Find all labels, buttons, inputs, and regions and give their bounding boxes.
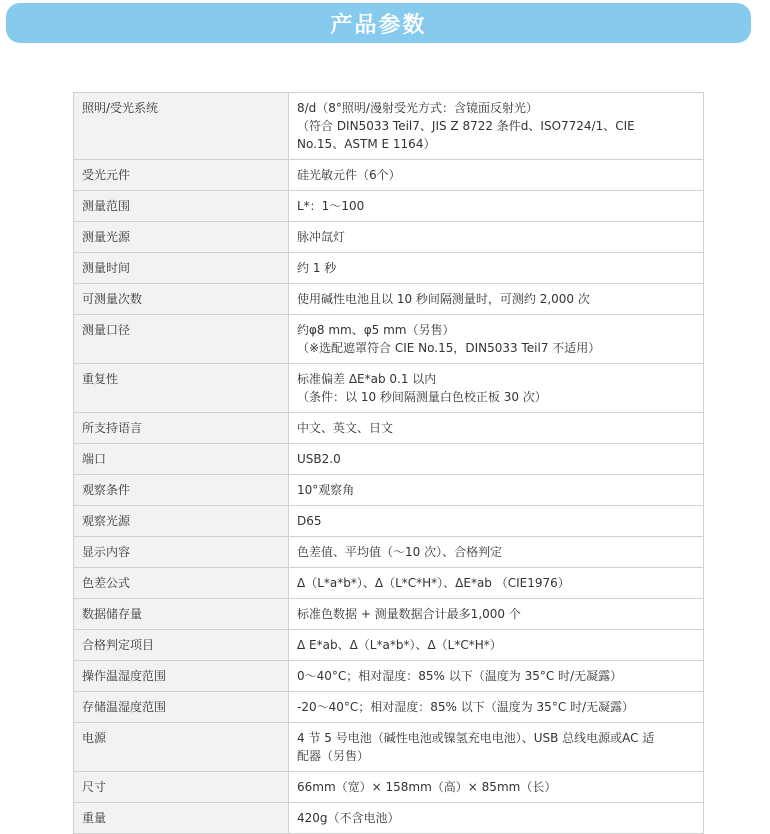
spec-value xyxy=(289,253,704,284)
spec-value-line: （条件：以 10 秒间隔测量白色校正板 30 次） xyxy=(297,390,547,404)
spec-label: 显示内容 xyxy=(74,537,289,568)
spec-value-line: 中文、英文、日文 xyxy=(297,421,394,435)
spec-row xyxy=(74,692,704,723)
spec-value xyxy=(289,772,704,803)
spec-label: 可测量次数 xyxy=(74,284,289,315)
spec-label: 重复性 xyxy=(74,364,289,413)
spec-value xyxy=(289,284,704,315)
spec-label: 重量 xyxy=(74,803,289,834)
spec-row xyxy=(74,803,704,834)
spec-label: 数据储存量 xyxy=(74,599,289,630)
spec-row xyxy=(74,599,704,630)
spec-value-line: 色差值、平均值（～10 次）、合格判定 xyxy=(297,545,503,559)
spec-value-line: USB2.0 xyxy=(297,452,341,466)
spec-label: 所支持语言 xyxy=(74,413,289,444)
spec-value-line: 硅光敏元件（6个） xyxy=(297,168,401,182)
spec-value xyxy=(289,723,704,772)
spec-value-line: Δ E*ab、Δ（L*a*b*）、Δ（L*C*H*） xyxy=(297,638,502,652)
spec-row xyxy=(74,253,704,284)
spec-row xyxy=(74,364,704,413)
spec-label: 观察条件 xyxy=(74,475,289,506)
spec-row xyxy=(74,413,704,444)
spec-value xyxy=(289,475,704,506)
spec-label: 照明/受光系统 xyxy=(74,93,289,160)
spec-value xyxy=(289,661,704,692)
spec-value-line: 脉冲氙灯 xyxy=(297,230,346,244)
spec-value-line: （※选配遮罩符合 CIE No.15，DIN5033 Teil7 不适用） xyxy=(297,341,601,355)
spec-label: 操作温湿度范围 xyxy=(74,661,289,692)
spec-row xyxy=(74,537,704,568)
spec-label: 观察光源 xyxy=(74,506,289,537)
spec-value-line: 标准色数据 + 测量数据合计最多1,000 个 xyxy=(297,607,521,621)
spec-row xyxy=(74,630,704,661)
spec-value-line: 420g（不含电池） xyxy=(297,811,400,825)
spec-value-line: 66mm（宽）× 158mm（高）× 85mm（长） xyxy=(297,780,557,794)
spec-value xyxy=(289,364,704,413)
spec-label: 测量口径 xyxy=(74,315,289,364)
spec-row xyxy=(74,160,704,191)
spec-value xyxy=(289,160,704,191)
spec-value-line: 标准偏差 ΔE*ab 0.1 以内 xyxy=(297,372,437,386)
spec-value xyxy=(289,315,704,364)
spec-row xyxy=(74,93,704,160)
spec-value-line: （符合 DIN5033 Teil7、JIS Z 8722 条件d、ISO7724/1、CIE xyxy=(297,119,635,133)
spec-value xyxy=(289,803,704,834)
spec-label: 合格判定项目 xyxy=(74,630,289,661)
spec-label: 电源 xyxy=(74,723,289,772)
spec-value-line: 8/d（8°照明/漫射受光方式：含镜面反射光） xyxy=(297,101,538,115)
spec-value-line: 配器（另售） xyxy=(297,749,370,763)
spec-label: 受光元件 xyxy=(74,160,289,191)
spec-row xyxy=(74,506,704,537)
spec-row xyxy=(74,191,704,222)
spec-value xyxy=(289,413,704,444)
spec-row xyxy=(74,475,704,506)
spec-label: 色差公式 xyxy=(74,568,289,599)
spec-value xyxy=(289,630,704,661)
spec-label: 端口 xyxy=(74,444,289,475)
spec-value xyxy=(289,568,704,599)
spec-value xyxy=(289,506,704,537)
spec-label: 测量时间 xyxy=(74,253,289,284)
page-title: 产品参数 xyxy=(330,12,427,38)
spec-value-line: 4 节 5 号电池（碱性电池或镍氢充电电池）、USB 总线电源或AC 适 xyxy=(297,731,655,745)
spec-row xyxy=(74,444,704,475)
spec-row xyxy=(74,723,704,772)
spec-value-line: L*：1～100 xyxy=(297,199,365,213)
spec-row xyxy=(74,284,704,315)
spec-label: 尺寸 xyxy=(74,772,289,803)
spec-label: 测量光源 xyxy=(74,222,289,253)
spec-row xyxy=(74,661,704,692)
spec-value xyxy=(289,191,704,222)
spec-label: 存储温湿度范围 xyxy=(74,692,289,723)
spec-value xyxy=(289,692,704,723)
spec-row xyxy=(74,315,704,364)
spec-value-line: 使用碱性电池且以 10 秒间隔测量时，可测约 2,000 次 xyxy=(297,292,590,306)
spec-value xyxy=(289,599,704,630)
spec-value-line: D65 xyxy=(297,514,322,528)
spec-label: 测量范围 xyxy=(74,191,289,222)
spec-value-line: 0～40°C；相对湿度：85% 以下（温度为 35°C 时/无凝露） xyxy=(297,669,623,683)
spec-row xyxy=(74,772,704,803)
spec-value-line: 约 1 秒 xyxy=(297,261,337,275)
spec-value xyxy=(289,222,704,253)
spec-value-line: 10°观察角 xyxy=(297,483,355,497)
spec-value-line: 约φ8 mm、φ5 mm（另售） xyxy=(297,323,455,337)
spec-row xyxy=(74,568,704,599)
spec-value xyxy=(289,444,704,475)
spec-table xyxy=(73,92,704,834)
header-banner xyxy=(6,3,751,43)
spec-value-line: No.15、ASTM E 1164） xyxy=(297,137,436,151)
spec-value xyxy=(289,537,704,568)
spec-value-line: Δ（L*a*b*）、Δ（L*C*H*）、ΔE*ab （CIE1976） xyxy=(297,576,570,590)
spec-row xyxy=(74,222,704,253)
spec-table-body xyxy=(74,93,704,834)
spec-value-line: -20～40°C；相对湿度：85% 以下（温度为 35°C 时/无凝露） xyxy=(297,700,635,714)
spec-value xyxy=(289,93,704,160)
